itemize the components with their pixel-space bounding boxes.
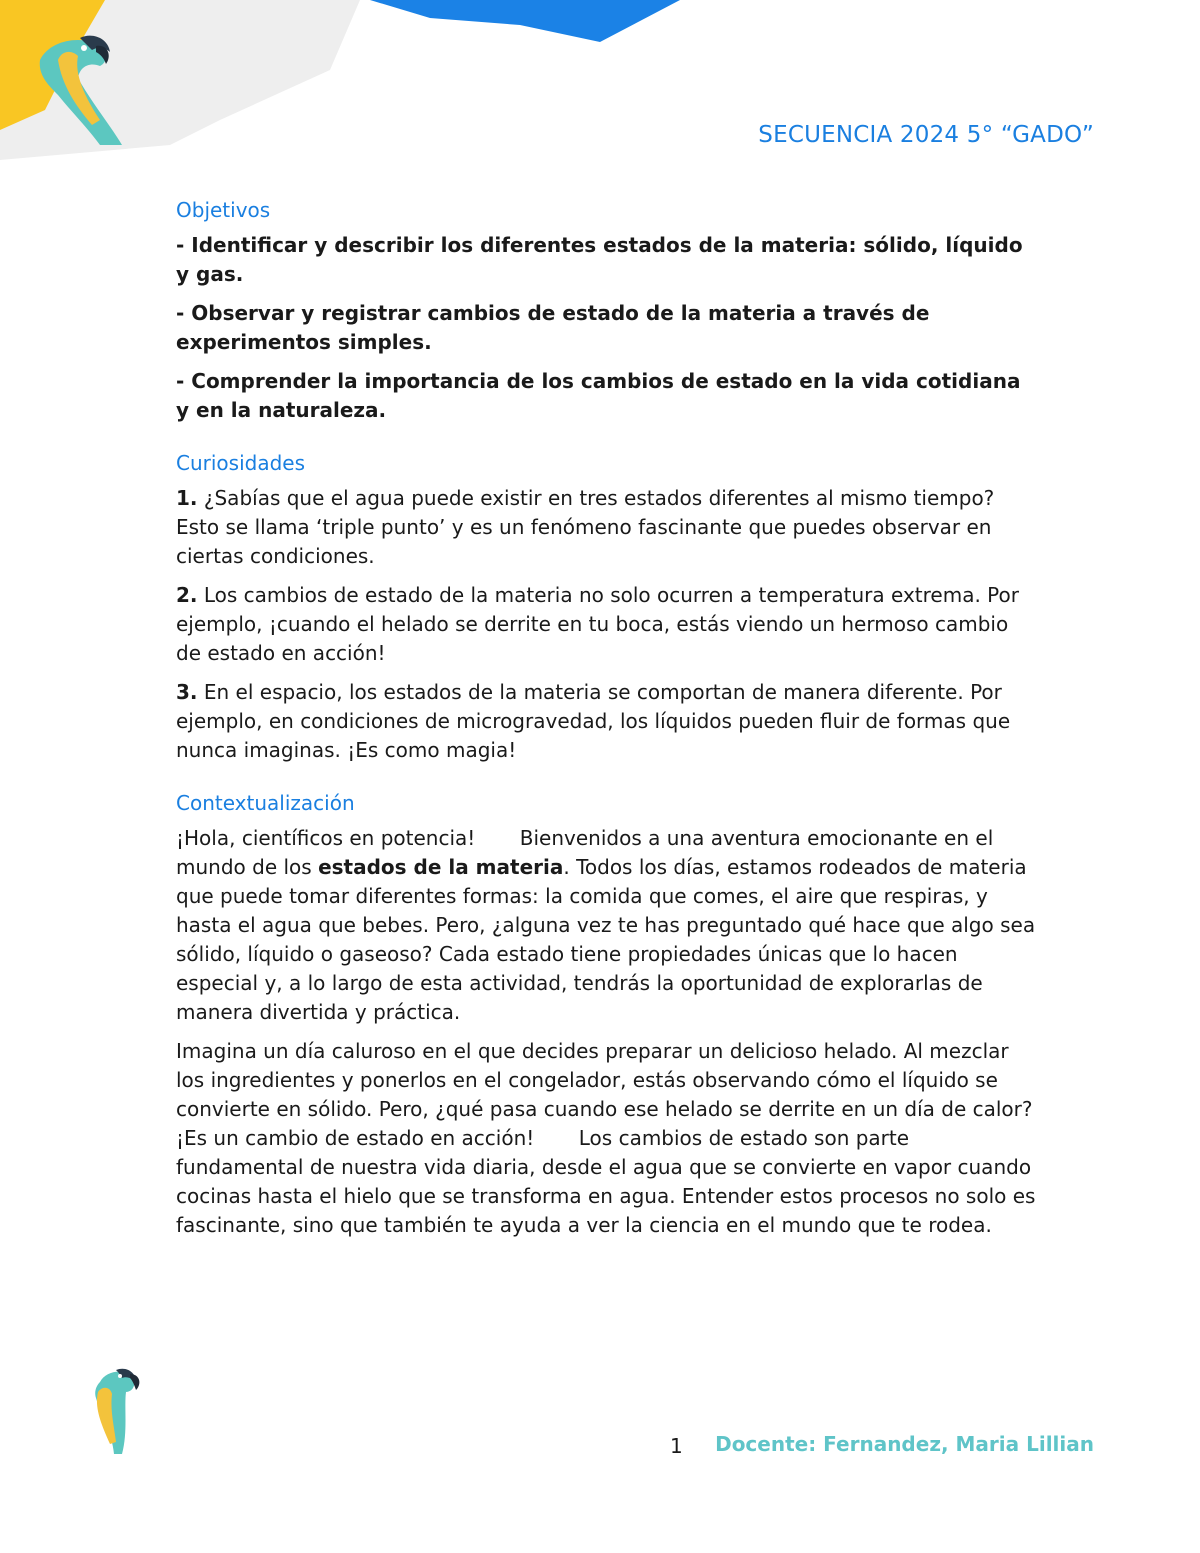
teacher-name: Docente: Fernandez, Maria Lillian bbox=[715, 1432, 1094, 1456]
contextualizacion-section bbox=[176, 791, 1042, 1240]
curiosidad-text: En el espacio, los estados de la materia se comportan de manera diferente. Por ejemplo, en condiciones de microgravedad, los líquidos pueden fluir de formas que nunca imaginas. ¡Es como magia! bbox=[176, 680, 1011, 762]
objetivo-item: - Comprender la importancia de los cambios de estado en la vida cotidiana y en la naturaleza. bbox=[176, 369, 1021, 422]
contextualizacion-heading: Contextualización bbox=[176, 791, 355, 815]
curiosidad-number: 3. bbox=[176, 680, 198, 704]
document-body bbox=[176, 198, 1042, 1266]
objetivo-item: - Observar y registrar cambios de estado de la materia a través de experimentos simples. bbox=[176, 301, 930, 354]
curiosidad-number: 1. bbox=[176, 486, 198, 510]
curiosidad-item bbox=[176, 678, 1036, 765]
curiosidad-text: ¿Sabías que el agua puede existir en tres estados diferentes al mismo tiempo? Esto se llama ‘triple punto’ y es un fenómeno fascinante que puedes observar en ciertas condiciones. bbox=[176, 486, 995, 568]
objetivo-item: - Identificar y describir los diferentes estados de la materia: sólido, líquido y gas. bbox=[176, 233, 1023, 286]
objetivos-section bbox=[176, 198, 1036, 425]
blue-shape bbox=[370, 0, 680, 42]
curiosidades-section bbox=[176, 451, 1036, 765]
footer-parrot-icon bbox=[86, 1362, 146, 1457]
contextualizacion-paragraph-2: Imagina un día caluroso en el que decides preparar un delicioso helado. Al mezclar los ingredientes y ponerlos en el congelador, estás observando cómo el líquido se convierte en sólido. Pero, ¿qué pasa cuando ese helado se derrite en un día de calor? ¡Es un cambio de estado en acción! Los cambios de estado son parte fundamental de nuestra vida diaria, desde el agua que se convierte en vapor cuando cocinas hasta el hielo que se transforma en agua. Entender estos procesos no solo es fascinante, sino que también te ayuda a ver la ciencia en el mundo que te rodea. bbox=[176, 1039, 1042, 1237]
curiosidad-item bbox=[176, 581, 1036, 668]
paragraph-text: . Todos los días, estamos rodeados de materia que puede tomar diferentes formas: la comida que comes, el aire que respiras, y hasta el agua que bebes. Pero, ¿alguna vez te has preguntado qué hace que algo sea sólido, líquido o gaseoso? Cada estado tiene propiedades únicas que lo hacen especial y, a lo largo de esta actividad, tendrás la oportunidad de explorarlas de manera divertida y práctica. bbox=[176, 855, 1042, 1024]
paragraph-bold-text: estados de la materia bbox=[318, 855, 564, 879]
document-title: SECUENCIA 2024 5° “GADO” bbox=[758, 122, 1094, 148]
curiosidad-item bbox=[176, 484, 1036, 571]
paragraph-text: ¡Hola, científicos en potencia! Bienvenidos a una aventura emocionante en el mundo de los bbox=[176, 826, 1000, 879]
objetivos-heading: Objetivos bbox=[176, 198, 271, 222]
page-number: 1 bbox=[670, 1434, 683, 1458]
curiosidades-heading: Curiosidades bbox=[176, 451, 306, 475]
curiosidad-number: 2. bbox=[176, 583, 198, 607]
contextualizacion-paragraph-1 bbox=[176, 824, 1042, 1027]
curiosidad-text: Los cambios de estado de la materia no solo ocurren a temperatura extrema. Por ejemplo, ¡cuando el helado se derrite en tu boca, estás viendo un hermoso cambio de estado en acción! bbox=[176, 583, 1019, 665]
